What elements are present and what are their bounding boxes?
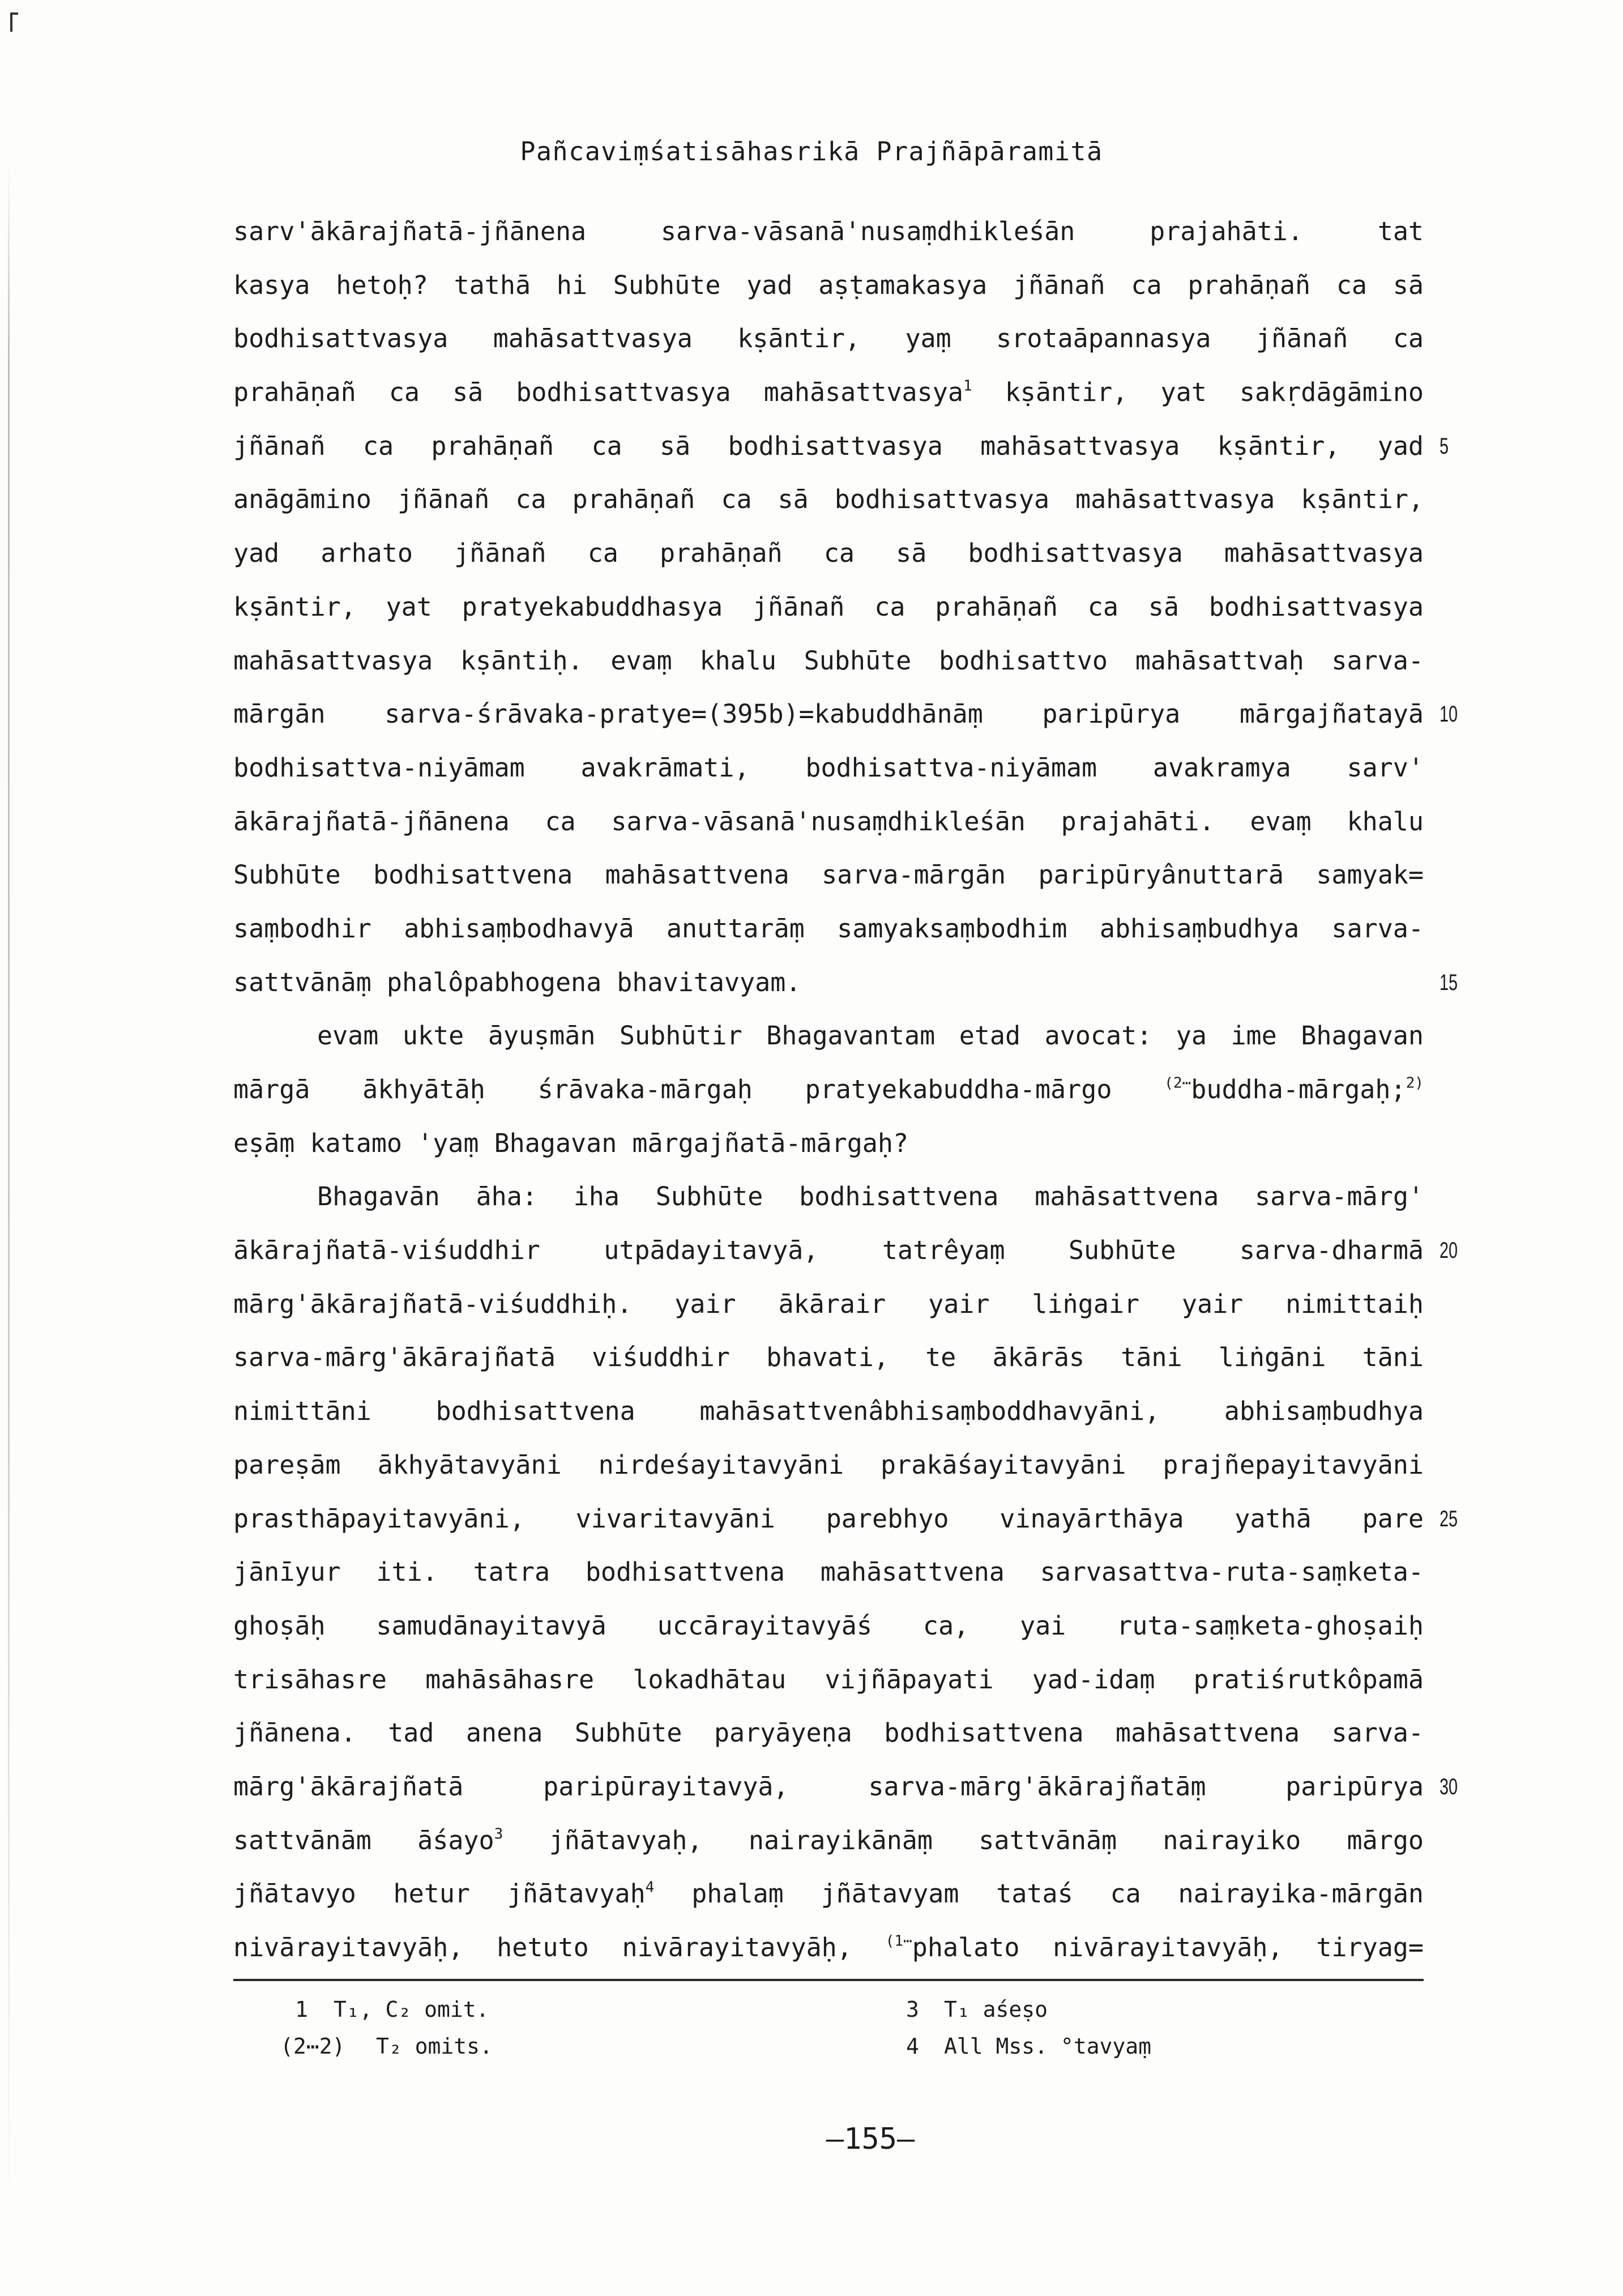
line-text: mārg'ākārajñatā paripūrayitavyā, sarva-mārg'ākārajñatāṃ paripūrya: [233, 1771, 1424, 1802]
footnote-ref: 1: [963, 377, 972, 395]
footnote: [280, 2028, 493, 2065]
margin-line-number: 25: [1440, 1506, 1458, 1531]
line-text: jñānena. tad anena Subhūte paryāyeṇa bodhisattvena mahāsattvena sarva-: [233, 1718, 1424, 1748]
margin-line-number: 10: [1440, 702, 1458, 727]
footnote-text: T₂ omits.: [376, 2034, 493, 2059]
line-text: ghoṣāḥ samudānayitavyā uccārayitavyāś ca, yai ruta-saṃketa-ghoṣaiḥ: [233, 1610, 1424, 1641]
line-text: mārgān sarva-śrāvaka-pratye=(395b)=kabuddhānāṃ paripūrya mārgajñatayā: [233, 699, 1424, 729]
text-line: [233, 741, 1424, 795]
footnote-marker: 4: [906, 2034, 919, 2059]
line-text: nivārayitavyāḥ, hetuto nivārayitavyāḥ,: [233, 1932, 886, 1962]
text-line: [233, 902, 1424, 956]
scan-edge-shadow: [8, 164, 10, 2214]
footnote-ref: (2⋯: [1164, 1074, 1191, 1092]
text-line: [233, 1706, 1424, 1760]
line-text: saṃbodhir abhisaṃbodhavyā anuttarāṃ samyaksaṃbodhim abhisaṃbudhya sarva-: [233, 913, 1424, 944]
text-line: [233, 1599, 1424, 1653]
text-line: [233, 473, 1424, 527]
footnote-ref: (1⋯: [885, 1932, 912, 1950]
text-line: [233, 848, 1424, 902]
line-text: kṣāntir, yat pratyekabuddhasya jñānañ ca prahāṇañ ca sā bodhisattvasya: [233, 591, 1424, 622]
text-line: [233, 1117, 1424, 1171]
margin-line-number: 20: [1440, 1238, 1458, 1264]
page-number: —155—: [826, 2122, 915, 2156]
footnote-marker: 1: [295, 1997, 308, 2022]
text-line: [233, 1063, 1424, 1117]
footnote: [295, 1991, 489, 2028]
main-text: [233, 205, 1458, 1975]
line-text: bodhisattvasya mahāsattvasya kṣāntir, yaṃ srotaāpannasya jñānañ ca: [233, 323, 1424, 354]
footnote: [906, 1991, 1048, 2028]
line-text: mārgā ākhyātāḥ śrāvaka-mārgaḥ pratyekabuddha-mārgo: [233, 1074, 1165, 1104]
text-line: [233, 1653, 1424, 1707]
line-text: jñātavyo hetur jñātavyaḥ: [233, 1879, 646, 1909]
line-text: jñātavyaḥ, nairayikānāṃ sattvānāṃ nairayiko mārgo: [503, 1825, 1424, 1855]
text-line: [233, 956, 1458, 1010]
text-line: [233, 1331, 1424, 1385]
line-text: bodhisattva-niyāmam avakrāmati, bodhisattva-niyāmam avakramya sarv': [233, 752, 1424, 783]
footnote-marker: 3: [906, 1997, 919, 2022]
line-text: buddha-mārgaḥ;: [1191, 1074, 1406, 1104]
text-line: [233, 581, 1424, 634]
text-line: [233, 259, 1424, 313]
line-text: eṣāṃ katamo 'yaṃ Bhagavan mārgajñatā-mārgaḥ?: [233, 1128, 909, 1158]
line-text: trisāhasre mahāsāhasre lokadhātau vijñāpayati yad-idaṃ pratiśrutkôpamā: [233, 1664, 1424, 1695]
footnote-text: T₁, C₂ omit.: [334, 1997, 489, 2022]
text-line: [233, 1814, 1424, 1868]
line-text: ākārajñatā-jñānena ca sarva-vāsanā'nusaṃdhikleśān prajahāti. evaṃ khalu: [233, 806, 1424, 837]
line-text: anāgāmino jñānañ ca prahāṇañ ca sā bodhisattvasya mahāsattvasya kṣāntir,: [233, 484, 1424, 515]
text-line: [233, 420, 1449, 473]
line-text: ākārajñatā-viśuddhir utpādayitavyā, tatrêyaṃ Subhūte sarva-dharmā: [233, 1235, 1424, 1266]
line-text: Bhagavān āha: iha Subhūte bodhisattvena mahāsattvena sarva-mārg': [317, 1181, 1424, 1212]
footnote-text: All Mss. °tavyaṃ: [944, 2034, 1152, 2059]
line-text: kṣāntir, yat sakṛdāgāmino: [972, 377, 1424, 408]
line-text: sarv'ākārajñatā-jñānena sarva-vāsanā'nusaṃdhikleśān prajahāti. tat: [233, 216, 1424, 246]
footnote: [906, 2028, 1151, 2065]
line-text: nimittāni bodhisattvena mahāsattvenâbhisaṃboddhavyāni, abhisaṃbudhya: [233, 1396, 1424, 1427]
line-text: Subhūte bodhisattvena mahāsattvena sarva-mārgān paripūryânuttarā samyak=: [233, 860, 1424, 890]
text-line: [233, 1385, 1424, 1439]
line-text: phalaṃ jñātavyam tataś ca nairayika-mārgān: [654, 1879, 1424, 1909]
text-line: [233, 1170, 1424, 1224]
margin-line-number: 30: [1440, 1774, 1458, 1799]
text-line: [233, 1278, 1424, 1331]
line-text: mahāsattvasya kṣāntiḥ. evaṃ khalu Subhūte bodhisattvo mahāsattvaḥ sarva-: [233, 645, 1424, 676]
text-line: [233, 795, 1424, 849]
footnote-ref: 3: [494, 1825, 503, 1843]
line-text: prasthāpayitavyāni, vivaritavyāni parebhyo vinayārthāya yathā pare: [233, 1503, 1424, 1534]
text-line: [233, 1921, 1424, 1975]
line-text: sattvānām āśayo: [233, 1825, 494, 1855]
text-line: [233, 205, 1424, 259]
text-line: [233, 688, 1458, 741]
line-text: mārg'ākārajñatā-viśuddhiḥ. yair ākārair yair liṅgair yair nimittaiḥ: [233, 1288, 1424, 1319]
text-line: [233, 1867, 1424, 1921]
text-line: [233, 634, 1424, 688]
line-text: prahāṇañ ca sā bodhisattvasya mahāsattvasya: [233, 377, 963, 408]
line-text: phalato nivārayitavyāḥ, tiryag=: [912, 1932, 1424, 1962]
footnote-ref: 2): [1406, 1074, 1424, 1092]
text-line: [233, 312, 1424, 366]
text-line: [233, 1546, 1424, 1599]
margin-line-number: 15: [1440, 970, 1458, 995]
line-text: pareṣām ākhyātavyāni nirdeśayitavyāni prakāśayitavyāni prajñepayitavyāni: [233, 1449, 1424, 1480]
line-text: evam ukte āyuṣmān Subhūtir Bhagavantam etad avocat: ya ime Bhagavan: [317, 1021, 1424, 1051]
text-line: [233, 1492, 1458, 1546]
footnote-marker: (2⋯2): [280, 2034, 345, 2059]
text-line: [233, 1224, 1458, 1278]
line-text: sattvānāṃ phalôpabhogena bhavitavyam.: [233, 967, 801, 997]
margin-line-number: 5: [1440, 433, 1449, 459]
line-text: jānīyur iti. tatra bodhisattvena mahāsattvena sarvasattva-ruta-saṃketa-: [233, 1557, 1424, 1587]
text-line: [233, 1760, 1458, 1814]
text-line: [233, 1439, 1424, 1492]
line-text: sarva-mārg'ākārajñatā viśuddhir bhavati, te ākārās tāni liṅgāni tāni: [233, 1342, 1424, 1373]
text-line: [233, 527, 1424, 581]
line-text: jñānañ ca prahāṇañ ca sā bodhisattvasya mahāsattvasya kṣāntir, yad: [233, 430, 1424, 461]
text-line: [233, 1009, 1424, 1063]
footnote-text: T₁ aśeṣo: [944, 1997, 1048, 2022]
footnote-rule: [233, 1979, 1424, 1981]
scan-corner-mark: [10, 12, 12, 32]
text-line: [233, 366, 1424, 420]
running-title: Pañcaviṃśatisāhasrikā Prajñāpāramitā: [520, 136, 1103, 167]
line-text: yad arhato jñānañ ca prahāṇañ ca sā bodhisattvasya mahāsattvasya: [233, 538, 1424, 569]
footnote-ref: 4: [645, 1879, 655, 1897]
line-text: kasya hetoḥ? tathā hi Subhūte yad aṣṭamakasya jñānañ ca prahāṇañ ca sā: [233, 270, 1424, 300]
